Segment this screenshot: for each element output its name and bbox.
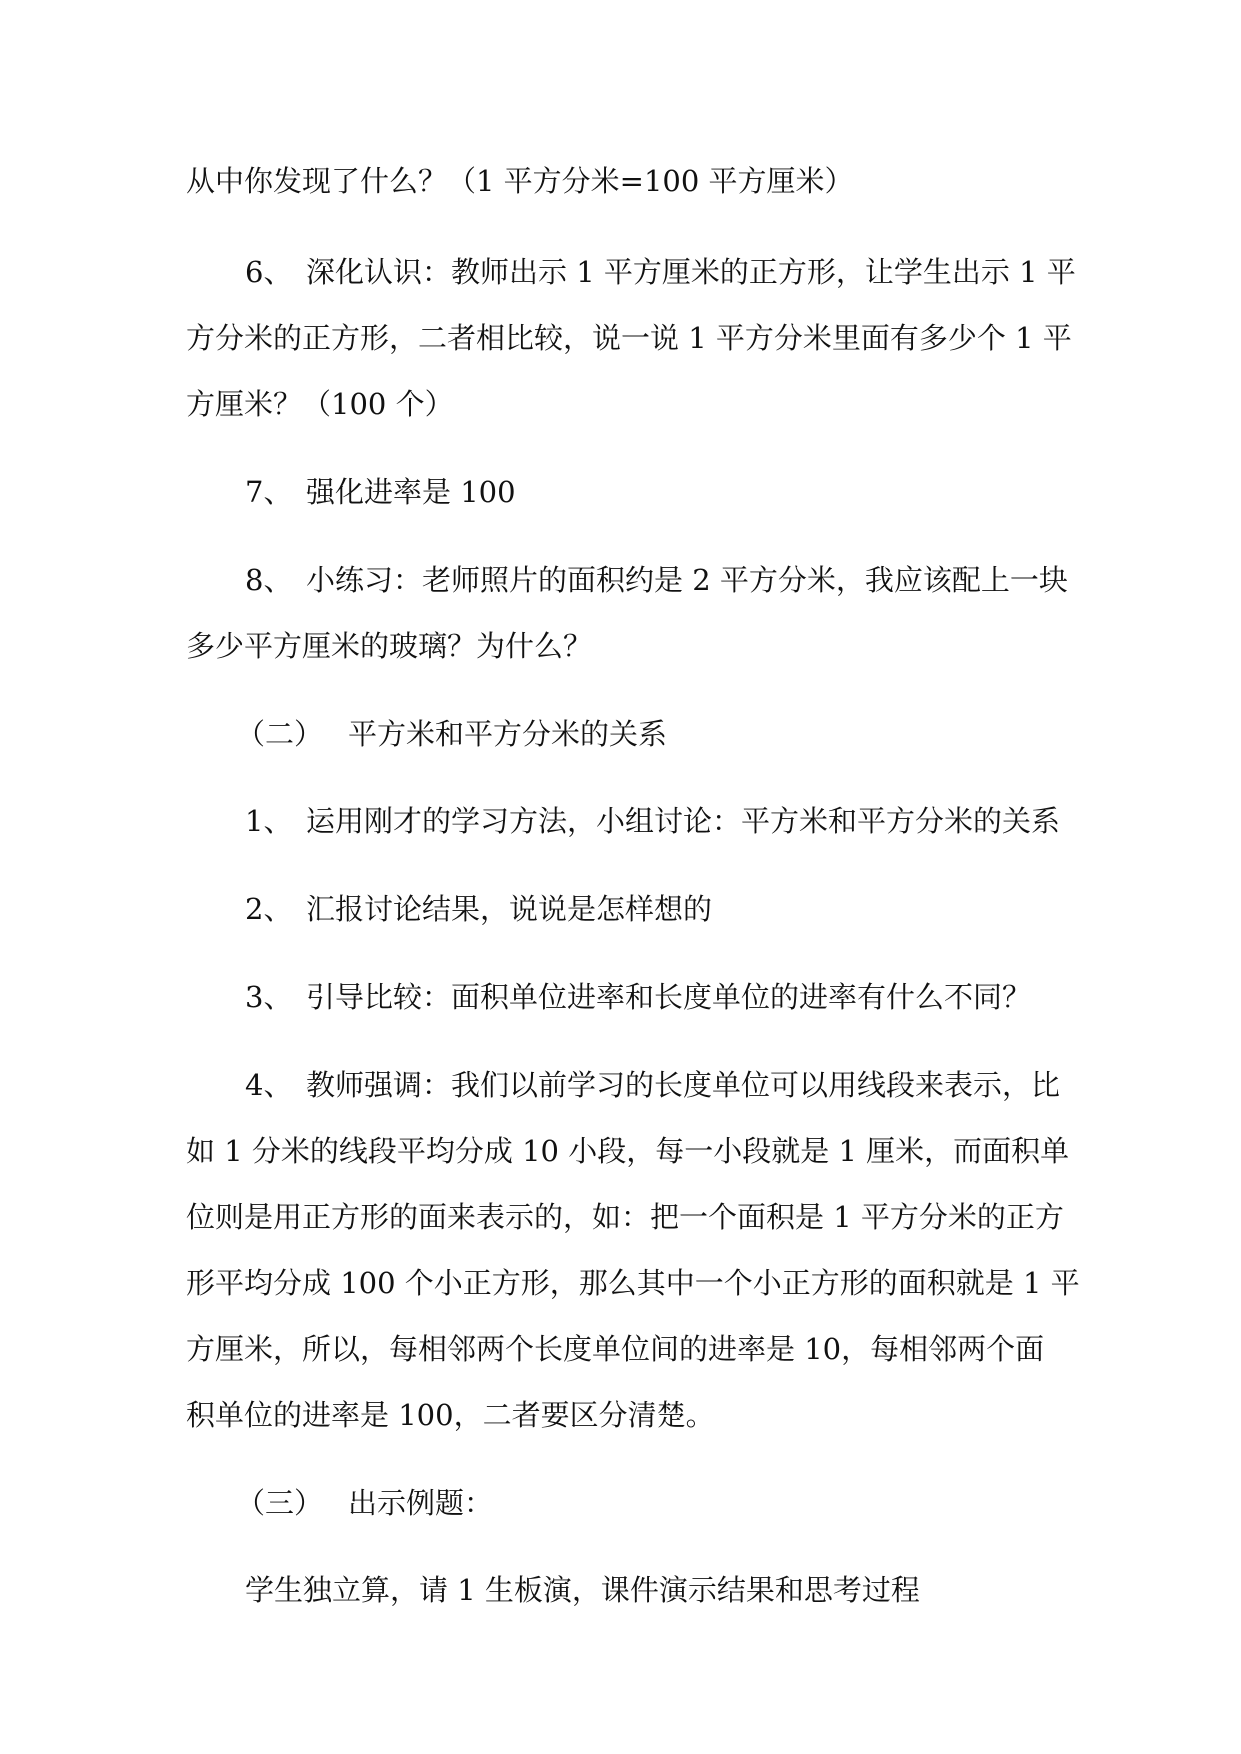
- list-marker: 2、: [245, 892, 293, 926]
- list-marker: 4、: [245, 1068, 293, 1102]
- section-heading: 出示例题：: [348, 1486, 494, 1520]
- list-marker: 6、: [245, 255, 293, 289]
- paragraph-line: 形平均分成 100 个小正方形，那么其中一个小正方形的面积就是 1 平: [186, 1266, 1080, 1300]
- paragraph-line: 方厘米？（100 个）: [186, 387, 454, 421]
- paragraph-line: 多少平方厘米的玻璃？为什么？: [186, 629, 593, 663]
- paragraph-line: 方分米的正方形，二者相比较，说一说 1 平方分米里面有多少个 1 平: [186, 321, 1072, 355]
- list-marker: 7、: [245, 475, 293, 509]
- section-marker: （二）: [236, 717, 324, 751]
- paragraph-line: 从中你发现了什么？（1 平方分米=100 平方厘米）: [186, 164, 854, 198]
- list-marker: 3、: [245, 980, 293, 1014]
- paragraph-line: 如 1 分米的线段平均分成 10 小段，每一小段就是 1 厘米，而面积单: [186, 1134, 1070, 1168]
- section-marker: （三）: [236, 1486, 324, 1520]
- paragraph-line: 强化进率是 100: [306, 475, 516, 509]
- paragraph-line: 方厘米，所以，每相邻两个长度单位间的进率是 10，每相邻两个面: [186, 1332, 1045, 1366]
- paragraph-line: 深化认识：教师出示 1 平方厘米的正方形，让学生出示 1 平: [306, 255, 1076, 289]
- list-marker: 8、: [245, 563, 293, 597]
- section-heading: 平方米和平方分米的关系: [348, 717, 668, 751]
- list-marker: 1、: [245, 804, 293, 838]
- paragraph-line: 运用刚才的学习方法，小组讨论：平方米和平方分米的关系: [306, 804, 1061, 838]
- paragraph-line: 教师强调：我们以前学习的长度单位可以用线段来表示，比: [306, 1068, 1061, 1102]
- paragraph-line: 引导比较：面积单位进率和长度单位的进率有什么不同？: [306, 980, 1032, 1014]
- paragraph-line: 积单位的进率是 100，二者要区分清楚。: [186, 1398, 715, 1432]
- paragraph-line: 汇报讨论结果，说说是怎样想的: [306, 892, 713, 926]
- paragraph-line: 学生独立算，请 1 生板演，课件演示结果和思考过程: [245, 1573, 920, 1607]
- paragraph-line: 小练习：老师照片的面积约是 2 平方分米，我应该配上一块: [306, 563, 1068, 597]
- paragraph-line: 位则是用正方形的面来表示的，如：把一个面积是 1 平方分米的正方: [186, 1200, 1064, 1234]
